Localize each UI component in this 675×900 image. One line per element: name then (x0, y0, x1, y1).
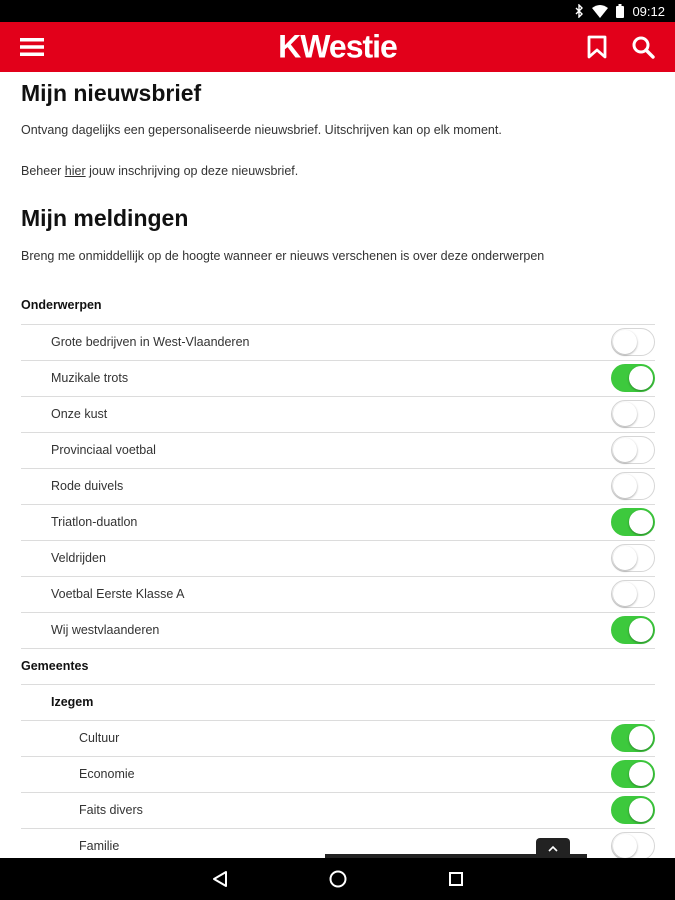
manage-prefix: Beheer (21, 164, 65, 178)
topics-label: Onderwerpen (21, 298, 102, 312)
home-circle-icon[interactable] (324, 865, 352, 893)
notifications-description: Breng me onmiddellijk op de hoogte wanneer er nieuws verschenen is over deze onderwerpen (21, 249, 545, 263)
newsletter-manage-text (21, 164, 298, 178)
topic-row[interactable] (21, 612, 655, 647)
app-bar (0, 22, 675, 72)
topic-toggle[interactable] (611, 544, 655, 572)
recents-square-icon[interactable] (442, 865, 470, 893)
topic-row[interactable] (21, 540, 655, 575)
topic-row[interactable] (21, 360, 655, 395)
toggle-knob (613, 834, 637, 858)
system-nav-bar (0, 858, 675, 900)
topic-label: Onze kust (51, 407, 108, 421)
municipality-topic-label: Familie (79, 839, 120, 853)
newsletter-title: Mijn nieuwsbrief (21, 80, 202, 106)
toggle-knob (613, 474, 637, 498)
topic-row[interactable] (21, 468, 655, 503)
manage-suffix: jouw inschrijving op deze nieuwsbrief. (85, 164, 299, 178)
topic-row[interactable] (21, 504, 655, 539)
municipalities-label: Gemeentes (21, 659, 89, 673)
notifications-title: Mijn meldingen (21, 205, 189, 231)
topic-row[interactable] (21, 432, 655, 467)
battery-icon (616, 4, 624, 18)
municipality-topic-row[interactable] (21, 756, 655, 791)
wifi-icon (592, 5, 608, 18)
toggle-knob (613, 546, 637, 570)
bluetooth-icon (574, 4, 584, 18)
toggle-knob (629, 762, 653, 786)
topic-row[interactable] (21, 576, 655, 611)
toggle-knob (629, 366, 653, 390)
topic-label: Provinciaal voetbal (51, 443, 156, 457)
municipality-topic-toggle[interactable] (611, 832, 655, 858)
toggle-knob (613, 402, 637, 426)
municipalities-header-row (21, 648, 655, 683)
topic-label: Wij westvlaanderen (51, 623, 160, 637)
bookmark-icon[interactable] (581, 31, 613, 63)
app-logo: KWestie (278, 28, 397, 65)
topic-toggle[interactable] (611, 616, 655, 644)
toggle-knob (613, 330, 637, 354)
topic-toggle[interactable] (611, 472, 655, 500)
toggle-knob (629, 726, 653, 750)
municipality-topic-label: Cultuur (79, 731, 120, 745)
topic-toggle[interactable] (611, 436, 655, 464)
topic-label: Rode duivels (51, 479, 124, 493)
topic-row[interactable] (21, 324, 655, 359)
toggle-knob (629, 510, 653, 534)
municipality-row[interactable] (21, 684, 655, 719)
settings-content[interactable] (0, 72, 675, 858)
topic-toggle[interactable] (611, 580, 655, 608)
newsletter-description: Ontvang dagelijks een gepersonaliseerde nieuwsbrief. Uitschrijven kan op elk moment. (21, 123, 502, 137)
topic-label: Triatlon-duatlon (51, 515, 138, 529)
topic-toggle[interactable] (611, 400, 655, 428)
topic-toggle[interactable] (611, 508, 655, 536)
topic-label: Veldrijden (51, 551, 106, 565)
municipality-name: Izegem (51, 695, 94, 709)
toggle-knob (613, 438, 637, 462)
municipality-topic-toggle[interactable] (611, 796, 655, 824)
municipality-topic-row[interactable] (21, 792, 655, 827)
topic-toggle[interactable] (611, 364, 655, 392)
topic-label: Voetbal Eerste Klasse A (51, 587, 185, 601)
back-triangle-icon[interactable] (206, 865, 234, 893)
toggle-knob (613, 582, 637, 606)
municipality-topic-label: Faits divers (79, 803, 143, 817)
status-time: 09:12 (632, 3, 665, 19)
toggle-knob (629, 618, 653, 642)
municipality-topic-toggle[interactable] (611, 760, 655, 788)
manage-link[interactable]: hier (64, 164, 86, 178)
toggle-knob (629, 798, 653, 822)
chevron-up-icon[interactable] (536, 838, 570, 858)
topic-label: Grote bedrijven in West-Vlaanderen (51, 335, 250, 349)
topic-label: Muzikale trots (51, 371, 129, 385)
status-bar (0, 0, 675, 22)
municipality-topic-label: Economie (79, 767, 135, 781)
municipality-topic-row[interactable] (21, 720, 655, 755)
municipality-topic-toggle[interactable] (611, 724, 655, 752)
search-icon[interactable] (627, 31, 659, 63)
topic-row[interactable] (21, 396, 655, 431)
topic-toggle[interactable] (611, 328, 655, 356)
hamburger-menu-icon[interactable] (16, 31, 48, 63)
